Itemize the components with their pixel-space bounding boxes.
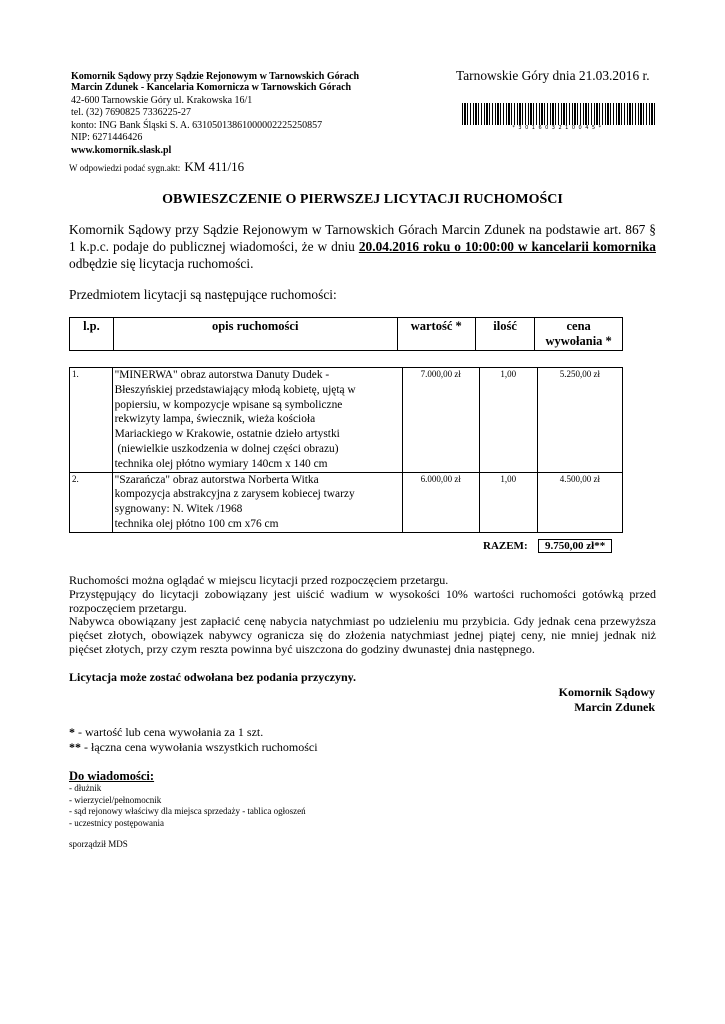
- footnotes: [69, 725, 318, 755]
- items-table: [69, 367, 623, 533]
- cancel-note: Licytacja może zostać odwołana bez podania przyczyny.: [69, 670, 356, 684]
- document-title: OBWIESZCZENIE O PIERWSZEJ LICYTACJI RUCHOMOŚCI: [162, 192, 563, 207]
- office-phone: tel. (32) 7690825 7336225-27: [71, 107, 191, 118]
- item-price: 5.250,00 zł: [537, 368, 622, 473]
- intro-text-before: Komornik Sądowy przy Sądzie Rejonowym w Tarnowskich Górach Marcin Zdunek na podstawie art. 867 § 1 k.p.c. podaje do publicznej wiadomości, że w dniu: [69, 222, 656, 254]
- signature-line1: Komornik Sądowy: [558, 685, 655, 699]
- footnote-1: * - wartość lub cena wywołania za 1 szt.: [69, 725, 264, 739]
- total-label: RAZEM:: [483, 540, 528, 552]
- list-item: - sąd rejonowy właściwy dla miejsca sprzedaży - tablica ogłoszeń: [69, 806, 306, 816]
- header-value: wartość *: [397, 318, 475, 351]
- item-qty: 1,00: [479, 368, 537, 473]
- item-desc: "Szarańcza" obraz autorstwa Norberta Witka kompozycja abstrakcyjna z zarysem kobiecej twarzy sygnowany: N. Witek /1968 technika olej płótno 100 cm x76 cm: [112, 472, 402, 532]
- distribution-title: Do wiadomości:: [69, 769, 155, 783]
- list-item: - wierzyciel/pełnomocnik: [69, 794, 162, 805]
- place-date: Tarnowskie Góry dnia 21.03.2016 r.: [456, 68, 650, 83]
- item-lp: 2.: [70, 472, 113, 532]
- item-value: 6.000,00 zł: [402, 472, 479, 532]
- header-lp: l.p.: [70, 318, 114, 351]
- prepared-by: sporządził MDS: [69, 839, 128, 849]
- office-name-line2: Marcin Zdunek - Kancelaria Komornicza w Tarnowskich Górach: [71, 82, 352, 93]
- distribution-list: [69, 783, 306, 829]
- deposit-paragraph: Przystępujący do licytacji zobowiązany jest uiścić wadium w wysokości 10% wartości ruchomości gotówką przed rozpoczęciem przetargu.: [69, 587, 656, 615]
- item-value: 7.000,00 zł: [402, 368, 479, 473]
- office-website: www.komornik.slask.pl: [71, 145, 172, 156]
- office-address: 42-600 Tarnowskie Góry ul. Krakowska 16/1: [71, 95, 253, 106]
- intro-text-after: odbędzie się licytacja ruchomości.: [69, 256, 254, 271]
- office-nip: NIP: 6271446426: [71, 132, 143, 143]
- table-row: [70, 368, 623, 473]
- list-item: - dłużnik: [69, 783, 102, 793]
- auction-date-highlight: 20.04.2016 roku o 10:00:00 w kancelarii komornika: [358, 239, 656, 254]
- items-table-header: [69, 317, 623, 351]
- office-bank-account: konto: ING Bank Śląski S. A. 63105013861000002225250857: [71, 120, 323, 131]
- list-item: - uczestnicy postępowania: [69, 817, 164, 828]
- viewing-paragraph: Ruchomości można oglądać w miejscu licytacji przed rozpoczęciem przetargu.: [69, 573, 449, 587]
- signature-line2: Marcin Zdunek: [574, 700, 655, 714]
- header-price-line2: wywołania *: [545, 334, 612, 348]
- header-price-line1: cena: [566, 319, 591, 333]
- reference-label: W odpowiedzi podać sygn.akt:: [69, 163, 181, 173]
- table-row: [70, 472, 623, 532]
- footnote-2: ** - łączna cena wywołania wszystkich ruchomości: [69, 740, 318, 754]
- reference-line: [69, 158, 244, 176]
- signature: [440, 685, 655, 715]
- subject-line: Przedmiotem licytacji są następujące ruchomości:: [69, 287, 337, 302]
- item-desc: "MINERWA" obraz autorstwa Danuty Dudek - Błeszyńskiej przedstawiający młodą kobietę, ujętą w popiersiu, w kompozycje wpisane są symboliczne rekwizyty lampa, świecznik, wieża kościoła Mariackiego w Krakowie, ostatnie dzieło artystki (niewielkie uszkodzenia w dolnej części obrazu) technika olej płótno wymiary 140cm x 140 cm: [112, 368, 402, 473]
- intro-paragraph: [69, 221, 656, 272]
- office-name-line1: Komornik Sądowy przy Sądzie Rejonowym w Tarnowskich Górach: [71, 71, 360, 82]
- item-qty: 1,00: [479, 472, 537, 532]
- payment-paragraph: Nabywca obowiązany jest zapłacić cenę nabycia natychmiast po udzieleniu mu przybicia. Gdy jednak cena przewyższa pięćset złotych, obowiązek nabywcy ogranicza się do złożenia natychmiast jednej piątej ceny, nie mniej jednak niż pięćset złotych, przy czym reszta powinna być uiszczona do godziny dwunastej dnia następnego.: [69, 614, 656, 656]
- item-price: 4.500,00 zł: [537, 472, 622, 532]
- header-qty: ilość: [475, 318, 534, 351]
- header-price: [535, 318, 623, 351]
- barcode-digits: *301603210045*: [462, 125, 655, 131]
- header-desc: opis ruchomości: [113, 318, 397, 351]
- total-value: 9.750,00 zł**: [538, 539, 612, 553]
- item-lp: 1.: [70, 368, 113, 473]
- reference-value: KM 411/16: [184, 159, 245, 174]
